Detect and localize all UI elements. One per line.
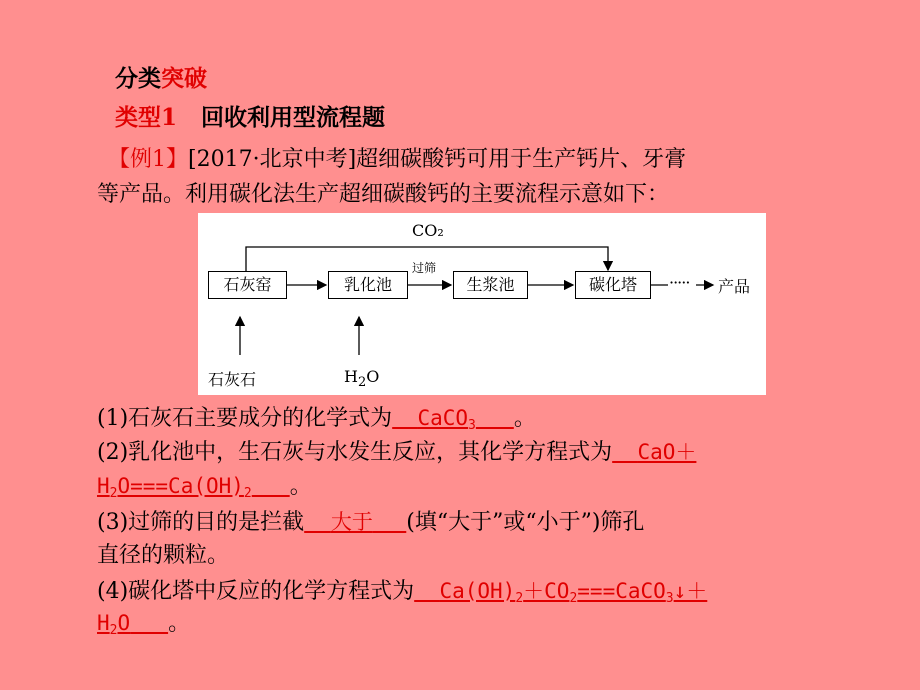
q1-ans-sub: 3 [468, 418, 476, 433]
example-line-1 [108, 143, 686, 177]
question-2-line-1 [97, 435, 696, 470]
example-source: [2017·北京中考] [188, 147, 357, 172]
q4-ans2-b: O [117, 611, 131, 635]
q2-text: (2)乳化池中，生石灰与水发生反应，其化学方程式为 [97, 440, 613, 465]
q4-answer-2 [97, 611, 168, 638]
type-title: 回收利用型流程题 [201, 104, 386, 131]
input-limestone: 石灰石 [208, 370, 257, 389]
q4-ans-a: Ca(OH) [439, 579, 516, 603]
flow-arrows [198, 213, 766, 395]
q2-end: 。 [289, 474, 312, 499]
water-h: H [344, 367, 358, 386]
q4-ans2-a: H [97, 611, 110, 635]
q4-ans-sub3: 3 [665, 591, 674, 606]
q4-answer-1 [414, 579, 708, 606]
water-o: O [366, 367, 380, 386]
example-text-1: 超细碳酸钙可用于生产钙片、牙膏 [356, 147, 687, 172]
q4-ans-c: ===CaCO [577, 579, 666, 603]
q4-ans-sub2: 2 [569, 591, 578, 606]
q4-text: (4)碳化塔中反应的化学方程式为 [97, 579, 415, 604]
input-water [344, 367, 379, 390]
q4-ans-sub1: 2 [515, 591, 524, 606]
filter-label: 过筛 [412, 261, 437, 275]
q1-end: 。 [513, 406, 536, 431]
q2-ans2-a: H [97, 474, 110, 498]
question-3-line-2: 直径的颗粒。 [97, 543, 230, 568]
heading-part2: 突破 [161, 65, 207, 92]
q4-ans-b: ＋CO [523, 579, 570, 603]
q1-answer [392, 406, 514, 433]
box-emulsion-tank: 乳化池 [328, 271, 408, 299]
box-slurry-tank: 生浆池 [453, 271, 528, 299]
question-3-line-1 [97, 505, 644, 540]
q3-answer [304, 510, 406, 534]
q2-answer-2 [97, 474, 290, 501]
q3-text: (3)过筛的目的是拦截 [97, 510, 305, 535]
q1-text: (1)石灰石主要成分的化学式为 [97, 406, 393, 431]
q1-ans-main: CaCO [417, 406, 469, 430]
heading-part1: 分类 [115, 65, 161, 92]
flow-diagram [198, 213, 766, 395]
question-4-line-2 [97, 606, 190, 648]
dots: ····· [669, 273, 690, 292]
water-sub: 2 [357, 375, 367, 390]
box-carbonation-tower: 碳化塔 [575, 271, 651, 299]
q4-ans2-sub: 2 [109, 623, 118, 638]
q3-ans: 大于 [330, 510, 373, 534]
q3-text-2: (填“大于”或“小于”)筛孔 [406, 510, 645, 535]
q4-end: 。 [168, 611, 191, 636]
type-heading [115, 99, 385, 132]
section-heading [115, 60, 207, 93]
co2-label: CO₂ [412, 221, 444, 240]
q2-ans2-sub1: 2 [109, 486, 118, 501]
box-lime-kiln: 石灰窑 [208, 271, 287, 299]
q2-ans2-sub2: 2 [243, 486, 252, 501]
example-line-2: 等产品。利用碳化法生产超细碳酸钙的主要流程示意如下： [97, 182, 670, 207]
q2-ans2-b: O===Ca(OH) [117, 474, 244, 498]
q2-ans1: CaO＋ [637, 440, 697, 464]
q2-answer-1 [612, 440, 696, 464]
type-prefix: 类型1 [115, 104, 178, 131]
example-tag: 【例1】 [108, 147, 188, 172]
product-label: 产品 [718, 277, 751, 296]
q4-ans-d: ↓＋ [673, 579, 708, 603]
